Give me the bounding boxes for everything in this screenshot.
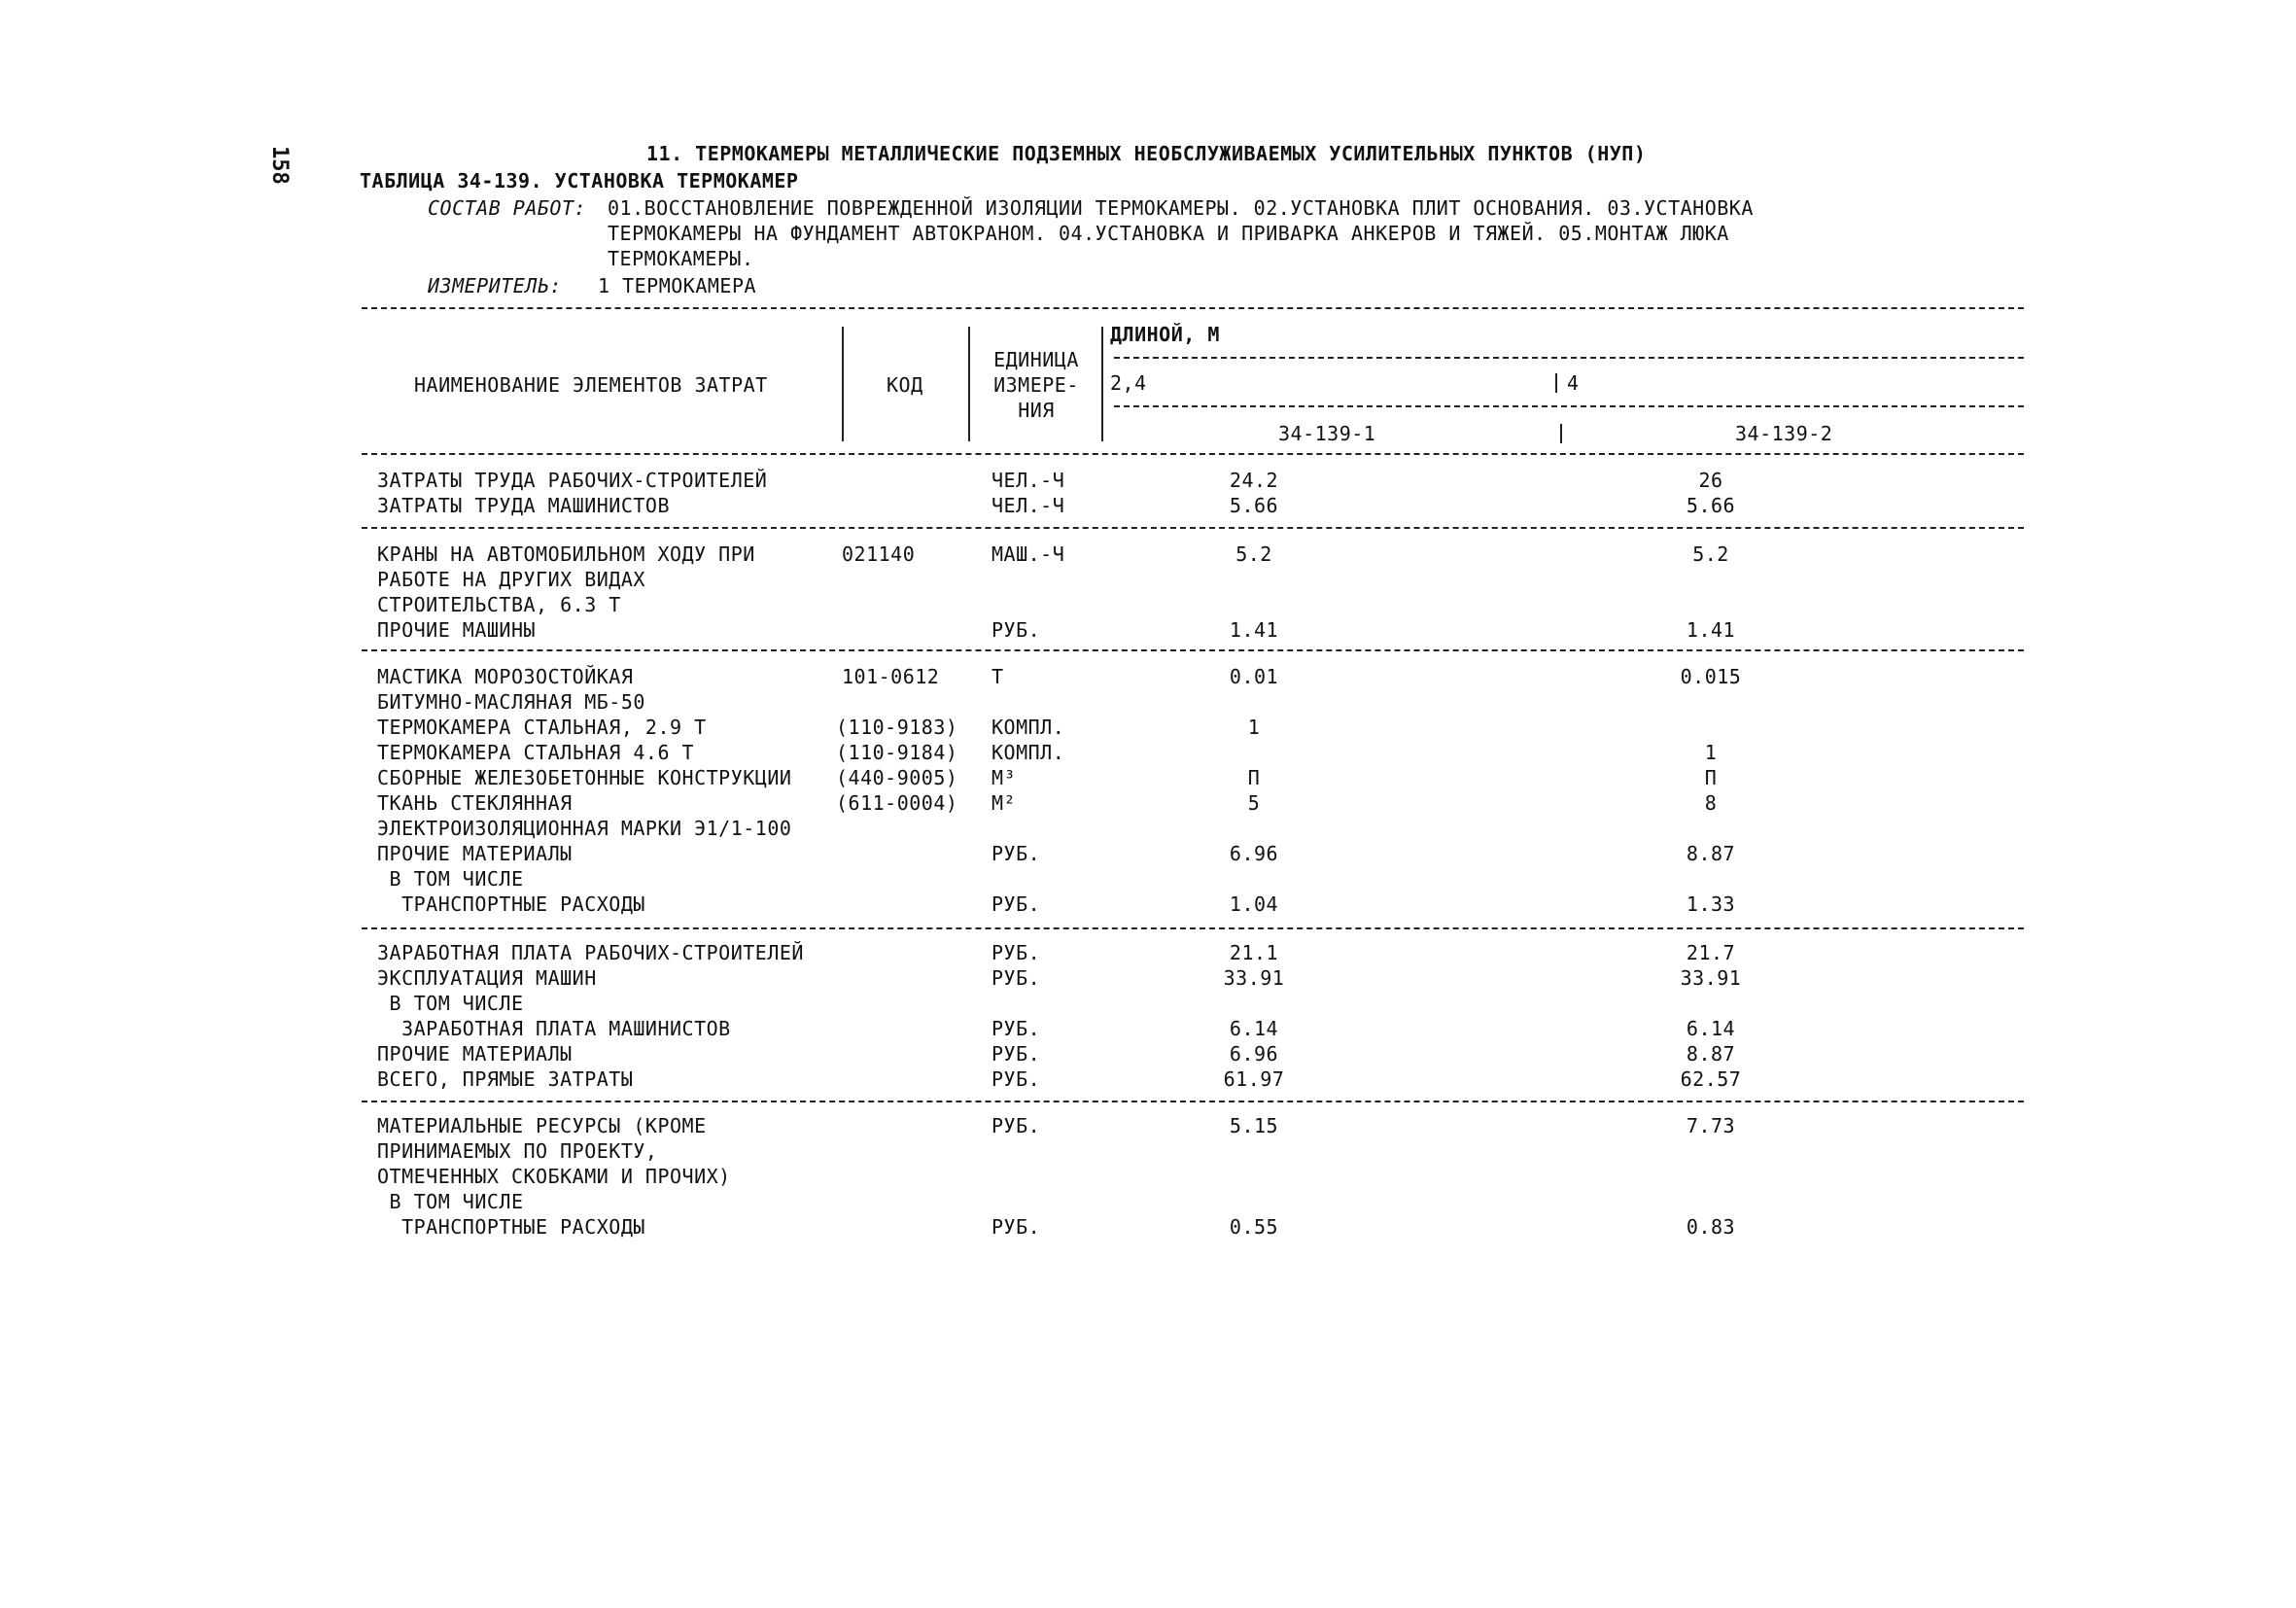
cell-unit: РУБ. [991,966,1041,990]
header-divider-len [1555,373,1557,393]
header-divider-col [1560,424,1562,443]
composition-line-1: 01.ВОССТАНОВЛЕНИЕ ПОВРЕЖДЕННОЙ ИЗОЛЯЦИИ ТЕРМОКАМЕРЫ. 02.УСТАНОВКА ПЛИТ ОСНОВАНИЯ. 03.УСТАНОВКА [608,196,1754,220]
cell-name: ЭЛЕКТРОИЗОЛЯЦИОННАЯ МАРКИ Э1/1-100 [377,817,792,840]
cell-name: В ТОМ ЧИСЛЕ [377,867,524,891]
cell-v2: 5.66 [1686,494,1736,517]
cell-v2: 33.91 [1680,966,1742,990]
cell-code: 021140 [842,542,916,566]
cell-unit: РУБ. [991,1215,1041,1239]
cell-v1: 1.41 [1229,618,1279,642]
cell-name: ПРОЧИЕ МАТЕРИАЛЫ [377,1042,573,1066]
header-unit-3: НИЯ [1018,399,1055,422]
cell-unit: КОМПЛ. [991,741,1065,764]
cell-name: ТЕРМОКАМЕРА СТАЛЬНАЯ 4.6 Т [377,741,695,764]
cell-v2: 26 [1698,469,1723,492]
cell-v1: 33.91 [1223,966,1285,990]
header-divider-code [968,327,970,441]
cell-unit: РУБ. [991,1042,1041,1066]
cell-v2: 8.87 [1686,1042,1736,1066]
cell-code: (440-9005) [836,766,958,789]
cell-v1: 5.15 [1229,1114,1279,1137]
cell-unit: М³ [991,766,1017,789]
cell-name: ВСЕГО, ПРЯМЫЕ ЗАТРАТЫ [377,1067,634,1091]
cell-v1: 5.66 [1229,494,1279,517]
cell-name: ТЕРМОКАМЕРА СТАЛЬНАЯ, 2.9 Т [377,716,707,739]
header-length-rule [1114,357,2024,359]
cell-code: 101-0612 [842,665,940,688]
header-len-2: 4 [1567,371,1580,395]
cell-unit: РУБ. [991,1067,1041,1091]
cell-v1: 24.2 [1229,469,1279,492]
header-unit-2: ИЗМЕРЕ- [993,373,1079,397]
cell-v1: 6.14 [1229,1017,1279,1040]
composition-line-3: ТЕРМОКАМЕРЫ. [608,247,754,270]
cell-unit: РУБ. [991,842,1041,865]
cell-name: ЗАТРАТЫ ТРУДА РАБОЧИХ-СТРОИТЕЛЕЙ [377,469,768,492]
header-divider-name [842,327,844,441]
cell-v2: 1 [1704,741,1718,764]
cell-name: ПРОЧИЕ МАТЕРИАЛЫ [377,842,573,865]
cell-v1: 6.96 [1229,1042,1279,1066]
header-code: КОД [887,373,923,397]
measure-value: 1 ТЕРМОКАМЕРА [598,274,757,297]
cell-name: В ТОМ ЧИСЛЕ [377,992,524,1015]
cell-name: МАТЕРИАЛЬНЫЕ РЕСУРСЫ (КРОМЕ [377,1114,707,1137]
header-divider-unit [1101,327,1103,441]
cell-name: БИТУМНО-МАСЛЯНАЯ МБ-50 [377,690,645,714]
cell-v2: 7.73 [1686,1114,1736,1137]
cell-v2: 21.7 [1686,941,1736,964]
cell-unit: МАШ.-Ч [991,542,1065,566]
cell-name: ЭКСПЛУАТАЦИЯ МАШИН [377,966,597,990]
cell-name: ЗАРАБОТНАЯ ПЛАТА МАШИНИСТОВ [377,1017,731,1040]
header-len-rule [1114,405,2024,407]
page-number: 158 [267,146,292,185]
section-title: 11. ТЕРМОКАМЕРЫ МЕТАЛЛИЧЕСКИЕ ПОДЗЕМНЫХ НЕОБСЛУЖИВАЕМЫХ УСИЛИТЕЛЬНЫХ ПУНКТОВ (НУП) [646,142,1647,165]
cell-unit: РУБ. [991,618,1041,642]
cell-v2: П [1704,766,1718,789]
cell-v1: 1 [1247,716,1261,739]
cell-v1: 6.96 [1229,842,1279,865]
cell-unit: РУБ. [991,892,1041,916]
cell-unit: КОМПЛ. [991,716,1065,739]
cell-unit: РУБ. [991,1114,1041,1137]
cell-unit: ЧЕЛ.-Ч [991,469,1065,492]
cell-v1: 21.1 [1229,941,1279,964]
cell-name: ТКАНЬ СТЕКЛЯННАЯ [377,791,573,815]
cell-v2: 6.14 [1686,1017,1736,1040]
cell-name: МАСТИКА МОРОЗОСТОЙКАЯ [377,665,634,688]
cell-unit: РУБ. [991,941,1041,964]
header-length: ДЛИНОЙ, М [1110,323,1220,346]
cell-name: ЗАТРАТЫ ТРУДА МАШИНИСТОВ [377,494,670,517]
cell-v2: 0.83 [1686,1215,1736,1239]
cell-code: (110-9183) [836,716,958,739]
cell-name: В ТОМ ЧИСЛЕ [377,1190,524,1213]
cell-name: КРАНЫ НА АВТОМОБИЛЬНОМ ХОДУ ПРИ [377,542,755,566]
cell-v1: 61.97 [1223,1067,1285,1091]
cell-name: СБОРНЫЕ ЖЕЛЕЗОБЕТОННЫЕ КОНСТРУКЦИИ [377,766,792,789]
group-rule-1 [362,527,2024,529]
group-rule-2 [362,649,2024,651]
measure-label: ИЗМЕРИТЕЛЬ: [428,274,562,297]
cell-unit: Т [991,665,1004,688]
composition-label: СОСТАВ РАБОТ: [428,196,587,220]
cell-code: (110-9184) [836,741,958,764]
cell-v1: 1.04 [1229,892,1279,916]
group-rule-3 [362,927,2024,929]
cell-name: ЗАРАБОТНАЯ ПЛАТА РАБОЧИХ-СТРОИТЕЛЕЙ [377,941,804,964]
cell-v1: 0.01 [1229,665,1279,688]
composition-line-2: ТЕРМОКАМЕРЫ НА ФУНДАМЕНТ АВТОКРАНОМ. 04.УСТАНОВКА И ПРИВАРКА АНКЕРОВ И ТЯЖЕЙ. 05.МОНТАЖ ЛЮКА [608,222,1729,245]
cell-unit: М² [991,791,1017,815]
cell-name: ТРАНСПОРТНЫЕ РАСХОДЫ [377,1215,645,1239]
cell-name: ТРАНСПОРТНЫЕ РАСХОДЫ [377,892,645,916]
cell-name: СТРОИТЕЛЬСТВА, 6.3 Т [377,593,621,616]
cell-code: (611-0004) [836,791,958,815]
cell-v1: 0.55 [1229,1215,1279,1239]
cell-v2: 0.015 [1680,665,1742,688]
cell-v2: 1.41 [1686,618,1736,642]
table-title: ТАБЛИЦА 34-139. УСТАНОВКА ТЕРМОКАМЕР [360,169,799,192]
header-bottom-rule [362,453,2024,455]
cell-name: ОТМЕЧЕННЫХ СКОБКАМИ И ПРОЧИХ) [377,1165,731,1188]
cell-v2: 8 [1704,791,1718,815]
header-name: НАИМЕНОВАНИЕ ЭЛЕМЕНТОВ ЗАТРАТ [414,373,768,397]
cell-v1: П [1247,766,1261,789]
header-unit-1: ЕДИНИЦА [993,348,1079,371]
cell-name: ПРИНИМАЕМЫХ ПО ПРОЕКТУ, [377,1139,658,1163]
header-top-rule [362,307,2024,309]
cell-v1: 5 [1247,791,1261,815]
header-col-1: 34-139-1 [1278,422,1376,445]
cell-v2: 8.87 [1686,842,1736,865]
cell-v2: 1.33 [1686,892,1736,916]
header-col-2: 34-139-2 [1735,422,1833,445]
cell-name: РАБОТЕ НА ДРУГИХ ВИДАХ [377,568,645,591]
cell-v2: 5.2 [1692,542,1729,566]
header-len-1: 2,4 [1110,371,1147,395]
cell-name: ПРОЧИЕ МАШИНЫ [377,618,537,642]
cell-v2: 62.57 [1680,1067,1742,1091]
cell-v1: 5.2 [1235,542,1272,566]
group-rule-4 [362,1101,2024,1102]
cell-unit: ЧЕЛ.-Ч [991,494,1065,517]
cell-unit: РУБ. [991,1017,1041,1040]
